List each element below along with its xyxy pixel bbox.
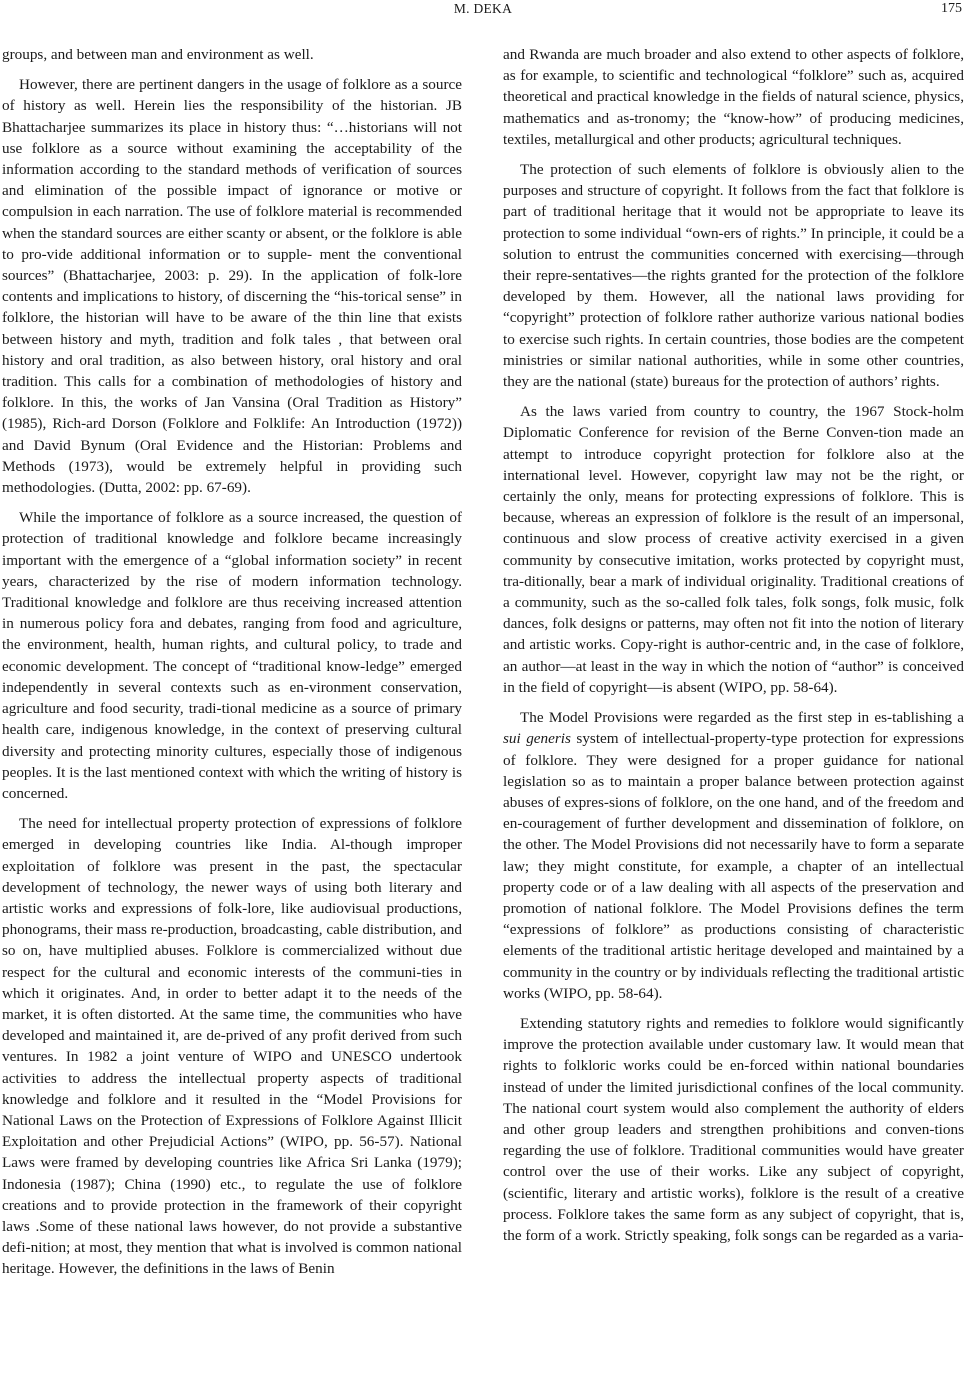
- text-run: The Model Provisions were regarded as the first step in es-tablishing a: [520, 709, 964, 727]
- paragraph: and Rwanda are much broader and also extend to other aspects of folklore, as for example, to scientific and technological “folklore” such as, acquired theoretical and practical knowledge in the fields of natural science, physics, mathematics and as-tronomy; the “know-how” of producing medicines, textiles, metallurgical and other products; agricultural techniques.: [503, 46, 964, 148]
- paragraph: As the laws varied from country to country, the 1967 Stock-holm Diplomatic Conference for revision of the Berne Conven-tion made an attempt to introduce copyright protection for folklore also at the international level. However, copyright law may not be the right, or certainly the only, means for protecting expressions of folklore. This is because, whereas an expression of folklore is the result of an impersonal, continuous and slow process of creative activity exercised in a given community by consecutive imitation, works protected by copyright must, tra-ditionally, bear a mark of individual originality. Traditional creations of a community, such as the so-called folk tales, folk songs, folk music, folk dances, folk designs or patterns, may often not fit into the notion of literary and artistic works. Copy-right is author-centric and, in the case of folklore, an author—at least in the way in which the notion of “author” is conceived in the field of copyright—is absent (WIPO, pp. 58-64).: [503, 403, 964, 696]
- paragraph: While the importance of folklore as a source increased, the question of protection of traditional knowledge and folklore became increasingly important with the emergence of a “global information society” in recent years, characterized by the rise of modern information technology. Traditional knowledge and folklore are thus receiving increased attention in numerous policy fora and debates, ranging from food and agriculture, the environment, health, human rights, and cultural policy, to trade and economic development. The concept of “traditional know-ledge” emerged independently in several contexts such as en-vironment conservation, agriculture and food security, tradi-tional medicine as a source of primary health care, indigenous knowledge, in the context of preserving cultural diversity and protecting minority cultures, especially those of indigenous peoples. It is the last mentioned context with which the writing of history is concerned.: [2, 509, 462, 802]
- left-column: [2, 44, 462, 1289]
- page-header: [0, 0, 966, 22]
- italic-term: sui generis: [503, 730, 571, 748]
- text-run: system of intellectual-property-type protection for expressions of folklore. They were designed for a proper guidance for national legislation so as to maintain a proper balance between protection against abuses of expres-sions of folklore, on the one hand, and of the freedom and en-couragement of further development and dissemination of folklore, on the other. The Model Provisions did not necessarily have to form a separate law; they might constitute, for example, a chapter of an intellectual property code or of a law dealing with all aspects of the preservation and promotion of national folklore. The Model Provisions defines the term “expressions of folklore” as productions consisting of characteristic elements of the traditional artistic heritage developed and maintained by a community in the country or by individuals reflecting the traditional artistic works (WIPO, pp. 58-64).: [503, 730, 964, 1002]
- paragraph: However, there are pertinent dangers in the usage of folklore as a source of history as well. Herein lies the responsibility of the historian. JB Bhattacharjee summarizes its place in history thus: “…historians will not use folklore as a source without examining the acceptability of the information according to the standard methods of verification of sources and elimination of the possible impact of ignorance or motive or compulsion in each narration. The use of folklore material is recommended when the standard sources are either scanty or absent, or the folklore is able to pro-vide additional information or to supple- ment the conventional sources” (Bhattacharjee, 2003: p. 29). In the application of folk-lore contents and implications to history, of discerning the “his-torical sense” in folklore, the historian will have to be aware of the thin line that exists between history and myth, tradition and folk tales , that between oral history and oral tradition, as also between history, oral history and oral tradition. This calls for a combination of methodologies of history and folklore. In this, the works of Jan Vansina (Oral Tradition as History” (1985), Rich-ard Dorson (Folklore and Folklife: An Introduction (1972)) and David Bynum (Oral Evidence and the Historian: Problems and Methods (1973), would be extremely helpful in providing such methodologies. (Dutta, 2002: pp. 67-69).: [2, 76, 462, 497]
- paragraph: The protection of such elements of folklore is obviously alien to the purposes and structure of copyright. It follows from the fact that folklore is part of traditional heritage that it would not be appropriate to leave its protection to some individual “own-ers of rights.” In principle, it could be a solution to entrust the communities concerned with exercising—through their repre-sentatives—the rights granted for the protection of the folklore developed by them. However, all the national laws providing for “copyright” protection of folklore rather authorize various national bodies to exercise such rights. In certain countries, those bodies are the competent ministries or similar national authorities, while in some other countries, they are the national (state) bureaus for the protection of authors’ rights.: [503, 161, 964, 391]
- page-number: 175: [941, 1, 962, 16]
- paragraph: [503, 707, 964, 1004]
- right-column: [503, 44, 964, 1255]
- paragraph: The need for intellectual property protection of expressions of folklore emerged in developing countries like India. Al-though improper exploitation of folklore was present in the past, the spectacular development of technology, the newer ways of using both literary and artistic works and expressions of folk-lore, like audiovisual productions, phonograms, their mass re-production, broadcasting, cable distribution, and so on, have multiplied abuses. Folklore is commercialized without due respect for the cultural and economic interests of the communi-ties in which it originates. And, in order to better adapt it to the needs of the market, it is often distorted. At the same time, the communities who have developed and maintained it, are de-prived of any profit derived from such ventures. In 1982 a joint venture of WIPO and UNESCO undertook activities to address the intellectual property aspects of traditional knowledge and folklore and it resulted in the “Model Provisions for National Laws on the Protection of Expressions of Folklore Against Illicit Exploitation and other Prejudicial Actions” (WIPO, pp. 56-57). National Laws were framed by developing countries like Africa Sri Lanka (1979); Indonesia (1987); China (1990) etc., to regulate the use of folklore creations and to provide protection in the framework of their copyright laws .Some of these national laws however, do not provide a substantive defi-nition; at most, they mention that what is involved is common national heritage. However, the definitions in the laws of Benin: [2, 815, 462, 1278]
- running-head: M. DEKA: [453, 1, 513, 16]
- paragraph: groups, and between man and environment as well.: [2, 46, 314, 63]
- paragraph: Extending statutory rights and remedies to folklore would significantly improve the protection available under customary law. It would mean that rights to folkloric works could be en-forced within national boundaries instead of under the limited jurisdictional confines of the local community. The national court system would also complement the authority of elders and other group leaders and strengthen prohibitions and conven-tions regarding the use of folklore. Traditional communities would have greater control over the use of their works. Like any subject of copyright, (scientific, literary and artistic works), folklore is the result of a creative process. Folklore takes the same form as any subject of copyright, that is, the form of a work. Strictly speaking, folk songs can be regarded as a varia-: [503, 1014, 964, 1244]
